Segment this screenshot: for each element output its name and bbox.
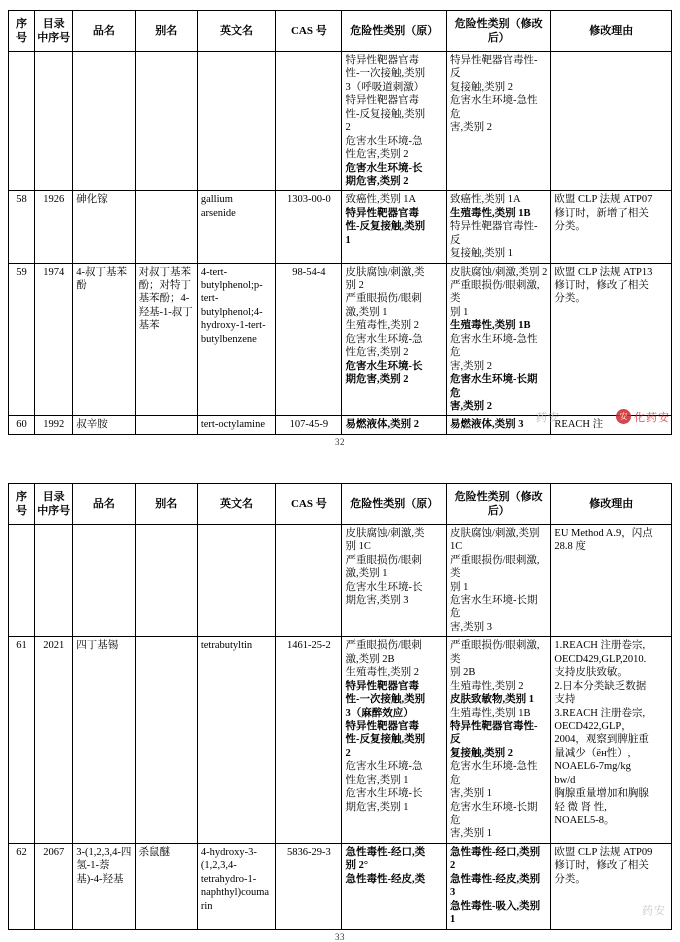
cell-english-name — [197, 524, 275, 637]
table-row — [9, 416, 672, 434]
cell-catalog-index: 2067 — [35, 843, 73, 929]
cell-hazard-revised — [446, 52, 550, 191]
cell-catalog-index — [35, 52, 73, 191]
cell-seq: 60 — [9, 416, 35, 434]
cell-hazard-original-line: 期危害,类别 1 — [345, 801, 409, 813]
cell-hazard-revised-line: 易燃液体,类别 3 — [449, 419, 524, 431]
cell-cas: 1461-25-2 — [276, 637, 342, 844]
cell-name: 4-叔丁基苯酚 — [73, 263, 135, 416]
cell-reason-line: OECD429,GLP,2010. — [554, 653, 647, 665]
cell-english-name-line: gallium — [200, 194, 233, 206]
cell-name — [73, 524, 135, 637]
cell-hazard-revised-line: 严重眼损伤/眼刺激,类 — [449, 554, 540, 580]
cell-hazard-original-line: 危害水生环境-长 — [345, 788, 423, 800]
cell-hazard-revised-line: 害,类别 1 — [449, 828, 492, 840]
cell-hazard-original-line: 生殖毒性,类别 2 — [345, 320, 419, 332]
cell-reason-line: OECD422,GLP， — [554, 720, 632, 732]
cell-hazard-revised-line: 严重眼损伤/眼刺激,类 — [449, 280, 540, 305]
cell-hazard-original-line: 性-反复接触,类别 — [345, 734, 426, 746]
cell-alias — [135, 524, 197, 637]
cell-hazard-revised-line: 急性毒性-经皮,类别 3 — [449, 873, 541, 899]
column-header-hazard-original: 危险性类别（原） — [342, 11, 446, 52]
column-header-hazard-revised: 危险性类别（修改后） — [446, 483, 550, 524]
cell-hazard-revised-line: 危害水生环境-急性危 — [449, 333, 538, 359]
cell-hazard-original-line: 2 — [345, 747, 351, 759]
cell-hazard-revised-line: 复接触,类别 2 — [449, 747, 513, 759]
cell-hazard-original-line: 急性毒性-经口,类 — [345, 846, 426, 858]
cell-reason-line: 2004，观察到脾脏重 — [554, 734, 649, 746]
cell-seq — [9, 52, 35, 191]
cell-reason-line: 量减少（ён性）, — [554, 747, 631, 759]
cell-reason — [551, 263, 672, 416]
cell-hazard-original-line: 激,类别 1 — [345, 306, 388, 318]
cell-english-name: 4-tert-butylphenol;p-tert-butylphenol;4-hydroxy-1-tert-butylbenzene — [197, 263, 275, 416]
cell-english-name: tetrabutyltin — [197, 637, 275, 844]
cell-hazard-revised-line: 害,类别 2 — [449, 360, 492, 372]
cell-hazard-revised-line: 别 1 — [449, 306, 469, 318]
table-row — [9, 524, 672, 637]
cell-hazard-original-line: 性危害,类别 2 — [345, 347, 409, 359]
cell-hazard-original-line: 3（麻醉效应） — [345, 707, 414, 719]
cell-hazard-revised-line: 危害水生环境-急性危 — [449, 95, 538, 120]
column-header-hazard-revised: 危险性类别（修改后） — [446, 11, 550, 52]
cell-hazard-revised — [446, 416, 550, 434]
column-header-english-name: 英文名 — [197, 483, 275, 524]
cell-name: 叔辛胺 — [73, 416, 135, 434]
cell-reason-line: 修订时，修改了相关 — [554, 860, 649, 872]
cell-hazard-original — [342, 524, 446, 637]
cell-hazard-original-line: 致癌性,类别 1A — [345, 194, 417, 206]
cell-reason-line: NOAEL5-8。 — [554, 815, 615, 826]
cell-hazard-original-line: 严重眼损伤/眼刺 — [345, 554, 422, 566]
cell-hazard-revised-line: 危害水生环境-急性危 — [449, 761, 538, 786]
cell-reason-line: EU Method A.9，闪点 — [554, 527, 653, 539]
cell-cas: 1303-00-0 — [276, 191, 342, 263]
hazard-classification-table-page-2 — [8, 483, 672, 930]
cell-name — [73, 52, 135, 191]
page-number-2: 33 — [335, 931, 345, 942]
cell-hazard-revised-line: 特异性靶器官毒性-反 — [449, 55, 538, 80]
column-header-cas: CAS 号 — [276, 11, 342, 52]
column-header-catalog-index: 目录 中序号 — [35, 483, 73, 524]
table-header-row — [9, 11, 672, 52]
table-header-row — [9, 483, 672, 524]
cell-hazard-revised — [446, 263, 550, 416]
cell-hazard-original-line: 特异性靶器官毒 — [345, 680, 419, 692]
cell-hazard-revised-line: 别 2B — [449, 667, 476, 679]
cell-hazard-original-line: 特异性靶器官毒 — [345, 207, 419, 219]
cell-hazard-revised-line: 复接触,类别 1 — [449, 248, 513, 260]
cell-hazard-revised-line: 危害水生环境-长期危 — [449, 801, 538, 826]
cell-hazard-original-line: 危害水生环境-长 — [345, 360, 423, 372]
column-header-reason: 修改理由 — [551, 11, 672, 52]
column-header-catalog-index: 目录 中序号 — [35, 11, 73, 52]
cell-hazard-revised-line: 致癌性,类别 1A — [449, 194, 521, 206]
cell-catalog-index: 2021 — [35, 637, 73, 844]
cell-reason-line: 分类。 — [554, 873, 586, 885]
cell-hazard-original-line: 生殖毒性,类别 2 — [345, 667, 419, 679]
cell-hazard-original — [342, 637, 446, 844]
cell-english-name — [197, 191, 275, 263]
cell-hazard-revised-line: 复接触,类别 2 — [449, 81, 513, 93]
watermark-label: 化药安 — [634, 411, 670, 424]
cell-alias — [135, 191, 197, 263]
cell-reason-line: 1.REACH 注册卷宗, — [554, 640, 646, 652]
column-header-name: 品名 — [73, 483, 135, 524]
column-header-alias: 别名 — [135, 11, 197, 52]
document-page-1 — [0, 0, 680, 447]
cell-hazard-original-line: 严重眼损伤/眼刺 — [345, 640, 422, 652]
cell-reason-line: 欧盟 CLP 法规 ATP07 — [554, 194, 653, 206]
cell-english-name — [197, 52, 275, 191]
cell-reason — [551, 637, 672, 844]
cell-reason-line: 支持 — [554, 694, 576, 706]
watermark-faint-page-1: 药安 — [536, 411, 560, 424]
cell-hazard-original — [342, 52, 446, 191]
cell-hazard-original-line: 性-一次接触,类别 — [345, 68, 426, 80]
hazard-classification-table-page-1 — [8, 10, 672, 435]
column-header-alias: 别名 — [135, 483, 197, 524]
cell-reason — [551, 191, 672, 263]
column-header-seq: 序号 — [9, 483, 35, 524]
cell-hazard-original-line: 激,类别 2B — [345, 653, 395, 665]
column-header-cas: CAS 号 — [276, 483, 342, 524]
cell-hazard-original-line: 急性毒性-经皮,类 — [345, 873, 426, 885]
cell-cas — [276, 524, 342, 637]
table-row — [9, 52, 672, 191]
cell-hazard-revised-line: 生殖毒性,类别 1B — [449, 707, 531, 719]
cell-alias — [135, 416, 197, 434]
cell-reason-line: NOAEL6-7mg/kg — [554, 761, 631, 773]
cell-alias — [135, 52, 197, 191]
cell-cas: 107-45-9 — [276, 416, 342, 434]
cell-reason-line: REACH 注 — [554, 419, 604, 431]
page-separator — [0, 447, 680, 465]
cell-name: 四丁基锡 — [73, 637, 135, 844]
column-header-seq: 序号 — [9, 11, 35, 52]
cell-reason-line: 修订时，新增了相关 — [554, 207, 649, 219]
cell-reason-line: 2.日本分类缺乏数据 — [554, 680, 647, 692]
column-header-hazard-original: 危险性类别（原） — [342, 483, 446, 524]
cell-hazard-original-line: 皮肤腐蚀/刺激,类 — [345, 266, 425, 278]
cell-hazard-revised-line: 危害水生环境-长期危 — [449, 595, 538, 620]
cell-hazard-original — [342, 843, 446, 929]
cell-catalog-index: 1992 — [35, 416, 73, 434]
cell-hazard-original-line: 1 — [345, 234, 351, 246]
cell-hazard-original-line: 严重眼损伤/眼刺 — [345, 293, 422, 305]
cell-reason-line: 支持皮肤致敏。 — [554, 667, 628, 679]
cell-reason-line: 分类。 — [554, 221, 586, 233]
cell-alias: 对叔丁基苯酚；对特丁基苯酚；4-羟基-1-叔丁基苯 — [135, 263, 197, 416]
cell-hazard-original — [342, 191, 446, 263]
cell-hazard-revised-line: 害,类别 2 — [449, 122, 492, 134]
cell-hazard-revised-line: 害,类别 1 — [449, 788, 492, 800]
cell-reason — [551, 416, 672, 434]
cell-seq: 59 — [9, 263, 35, 416]
cell-hazard-revised-line: 特异性靶器官毒性-反 — [449, 221, 538, 246]
cell-cas — [276, 52, 342, 191]
cell-cas: 5836-29-3 — [276, 843, 342, 929]
cell-hazard-original-line: 特异性靶器官毒 — [345, 95, 419, 107]
cell-hazard-revised — [446, 637, 550, 844]
cell-hazard-revised-line: 皮肤腐蚀/刺激,类别 2 — [449, 266, 548, 278]
cell-alias: 杀鼠醚 — [135, 843, 197, 929]
cell-hazard-original-line: 性-一次接触,类别 — [345, 694, 426, 706]
cell-hazard-original-line: 别 2 — [345, 280, 364, 291]
cell-hazard-original-line: 性-反复接触,类别 — [345, 221, 426, 233]
table-row — [9, 263, 672, 416]
cell-english-name-line: arsenide — [200, 207, 236, 219]
cell-reason-line: 修订时，修改了相关 — [554, 280, 649, 291]
cell-hazard-original-line: 激,类别 1 — [345, 568, 388, 580]
document-page-2 — [0, 465, 680, 942]
cell-name: 砷化镓 — [73, 191, 135, 263]
cell-english-name: tert-octylamine — [197, 416, 275, 434]
cell-hazard-revised-line: 害,类别 3 — [449, 621, 492, 633]
cell-hazard-original-line: 3（呼吸道刺激） — [345, 81, 425, 93]
cell-hazard-original-line: 性危害,类别 1 — [345, 774, 409, 786]
cell-hazard-original-line: 危害水生环境-急 — [345, 333, 423, 345]
cell-reason — [551, 524, 672, 637]
cell-seq: 58 — [9, 191, 35, 263]
cell-seq: 62 — [9, 843, 35, 929]
cell-reason-line: 欧盟 CLP 法规 ATP13 — [554, 266, 653, 278]
column-header-name: 品名 — [73, 11, 135, 52]
cell-hazard-original — [342, 263, 446, 416]
cell-hazard-revised-line: 害,类别 2 — [449, 400, 492, 412]
cell-seq — [9, 524, 35, 637]
table-body-page-2 — [9, 524, 672, 929]
cell-catalog-index: 1926 — [35, 191, 73, 263]
cell-reason — [551, 52, 672, 191]
cell-reason-line: 3.REACH 注册卷宗, — [554, 707, 646, 719]
cell-hazard-original-line: 危害水生环境-急 — [345, 135, 423, 147]
cell-hazard-revised — [446, 524, 550, 637]
cell-hazard-revised-line: 生殖毒性,类别 1B — [449, 207, 531, 219]
table-row — [9, 843, 672, 929]
cell-reason-line: 胸腺重量增加和胸腺 — [554, 788, 649, 800]
cell-reason-line: 28.8 度 — [554, 541, 586, 553]
cell-hazard-original — [342, 416, 446, 434]
cell-hazard-revised-line: 严重眼损伤/眼刺激,类 — [449, 640, 540, 665]
cell-hazard-original-line: 特异性靶器官毒 — [345, 720, 419, 732]
cell-hazard-revised-line: 生殖毒性,类别 2 — [449, 680, 524, 692]
cell-hazard-original-line: 皮肤腐蚀/刺激,类 — [345, 527, 425, 539]
table-body-page-1 — [9, 52, 672, 435]
cell-reason-line: 欧盟 CLP 法规 ATP09 — [554, 846, 653, 858]
cell-hazard-original-line: 易燃液体,类别 2 — [345, 419, 419, 431]
cell-hazard-revised — [446, 843, 550, 929]
column-header-english-name: 英文名 — [197, 11, 275, 52]
cell-hazard-original-line: 期危害,类别 2 — [345, 374, 409, 386]
cell-reason-line: 轻 微 肾 性, — [554, 801, 607, 813]
cell-reason-line: bw/d — [554, 774, 576, 786]
watermark-page-2: 药安 — [642, 904, 666, 917]
cell-hazard-revised-line: 危害水生环境-长期危 — [449, 374, 538, 399]
cell-hazard-original-line: 危害水生环境-长 — [345, 162, 423, 174]
cell-hazard-original-line: 别 1C — [345, 541, 371, 553]
cell-hazard-original-line: 期危害,类别 2 — [345, 175, 409, 187]
cell-hazard-revised-line: 急性毒性-经口,类别 2 — [449, 846, 541, 872]
cell-catalog-index: 1974 — [35, 263, 73, 416]
cell-hazard-original-line: 2 — [345, 122, 351, 134]
cell-hazard-original-line: 特异性靶器官毒 — [345, 55, 419, 66]
table-row — [9, 637, 672, 844]
watermark-badge-icon: 安 — [616, 409, 631, 424]
cell-seq: 61 — [9, 637, 35, 844]
cell-hazard-original-line: 性-反复接触,类别 — [345, 108, 426, 120]
cell-hazard-revised-line: 皮肤致敏物,类别 1 — [449, 694, 534, 706]
cell-hazard-original-line: 期危害,类别 3 — [345, 595, 409, 606]
cell-hazard-revised-line: 特异性靶器官毒性-反 — [449, 720, 538, 746]
cell-hazard-revised-line: 别 1 — [449, 581, 469, 593]
column-header-reason: 修改理由 — [551, 483, 672, 524]
page-number-1: 32 — [335, 436, 345, 447]
cell-hazard-revised-line: 生殖毒性,类别 1B — [449, 320, 531, 332]
cell-hazard-original-line: 性危害,类别 2 — [345, 149, 409, 161]
cell-reason-line: 分类。 — [554, 293, 586, 305]
cell-hazard-revised — [446, 191, 550, 263]
cell-catalog-index — [35, 524, 73, 637]
cell-hazard-original-line: 危害水生环境-长 — [345, 581, 423, 593]
cell-hazard-original-line: 危害水生环境-急 — [345, 761, 423, 773]
cell-english-name: 4-hydroxy-3-(1,2,3,4-tetrahydro-1-naphthyl)coumarin — [197, 843, 275, 929]
cell-hazard-original-line: 别 2° — [345, 860, 369, 872]
cell-hazard-revised-line: 急性毒性-吸入,类别 1 — [449, 900, 541, 926]
cell-reason — [551, 843, 672, 929]
cell-alias — [135, 637, 197, 844]
cell-cas: 98-54-4 — [276, 263, 342, 416]
cell-name: 3-(1,2,3,4-四氢-1-萘基)-4-羟基 — [73, 843, 135, 929]
cell-hazard-revised-line: 皮肤腐蚀/刺激,类别 1C — [449, 527, 540, 553]
table-row — [9, 191, 672, 263]
